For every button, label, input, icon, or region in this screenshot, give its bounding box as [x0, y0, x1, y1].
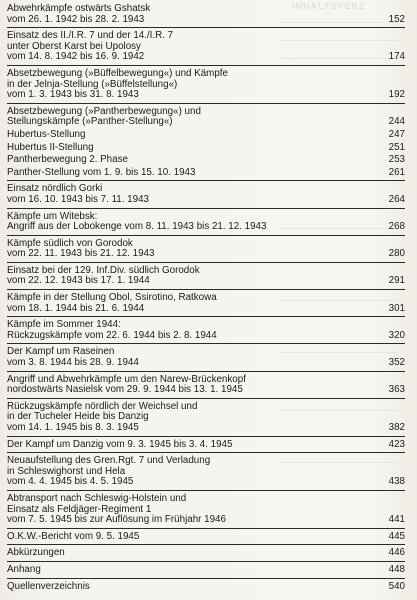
toc-entry [7, 320, 405, 341]
toc-entry-title-line: Einsatz bei der 129. Inf.Div. südlich Gorodok [7, 264, 200, 276]
toc-page-number: 320 [388, 329, 405, 341]
entry-separator-rule [7, 561, 405, 562]
toc-entry-title-line: in der Tucheler Heide bis Danzig [7, 411, 149, 423]
toc-entry-title-line: Kämpfe südlich von Gorodok [7, 237, 133, 249]
toc-page-number: 382 [388, 422, 405, 433]
toc-entry-title-line: Angriff und Abwehrkämpfe um den Narew-Brückenkopf [7, 373, 246, 385]
toc-page-number: 261 [388, 166, 405, 178]
toc-page-number: 448 [388, 563, 405, 575]
toc-entry [7, 582, 405, 593]
toc-page-number: 540 [388, 580, 405, 592]
toc-page-number: 352 [388, 357, 405, 369]
entry-separator-rule [7, 528, 405, 529]
toc-entry-title-line: vom 22. 12. 1943 bis 17. 1. 1944 [7, 275, 150, 287]
toc-entry-title-line: Pantherbewegung 2. Phase [7, 154, 128, 166]
toc-entry-title-line: vom 7. 5. 1945 bis zur Auflösung im Frühjahr 1946 [7, 514, 226, 526]
toc-entry-title-line: nordostwärts Nasielsk vom 29. 9. 1944 bis 13. 1. 1945 [7, 384, 243, 396]
toc-entry-title-line: unter Oberst Karst bei Upolosy [7, 40, 141, 52]
toc-entry [7, 440, 405, 451]
entry-separator-rule [7, 262, 405, 263]
toc-page-number: 363 [388, 384, 405, 396]
toc-entry [7, 402, 405, 434]
entry-separator-rule [7, 371, 405, 372]
toc-page-number: 301 [388, 302, 405, 314]
toc-page-number: 152 [388, 13, 405, 25]
entry-separator-rule [7, 436, 405, 437]
toc-entry [7, 548, 405, 559]
toc-entry-title-line: O.K.W.-Bericht vom 9. 5. 1945 [7, 530, 140, 542]
entry-separator-rule [7, 343, 405, 344]
entry-separator-rule [7, 65, 405, 66]
toc-entry-title-line: Der Kampf um Danzig vom 9. 3. 1945 bis 3. 4. 1945 [7, 438, 233, 450]
table-of-contents [7, 4, 405, 594]
toc-entry-title-line: vom 4. 4. 1945 bis 4. 5. 1945 [7, 476, 134, 488]
entry-separator-rule [7, 235, 405, 236]
toc-entry [7, 130, 405, 141]
toc-entry-title-line: Absetzbewegung (»Büffelbewegung«) und Kämpfe [7, 67, 228, 79]
entry-separator-rule [7, 27, 405, 28]
toc-entry-title-line: vom 3. 8. 1944 bis 28. 9. 1944 [7, 357, 139, 369]
toc-entry-title-line: Anhang [7, 563, 41, 575]
toc-entry [7, 293, 405, 314]
toc-page-number: 244 [388, 116, 405, 128]
toc-entry-title-line: Quellenverzeichnis [7, 580, 90, 592]
toc-entry-title-line: vom 18. 1. 1944 bis 21. 6. 1944 [7, 302, 145, 314]
show-through-heading: INHALTSVERZ [292, 1, 366, 11]
entry-separator-rule [7, 398, 405, 399]
toc-entry-title-line: vom 14. 1. 1945 bis 8. 3. 1945 [7, 422, 139, 433]
toc-page-number: 446 [388, 547, 405, 559]
entry-separator-rule [7, 490, 405, 491]
toc-page-number: 438 [388, 476, 405, 488]
toc-entry [7, 107, 405, 128]
toc-page-number: 441 [388, 514, 405, 526]
entry-separator-rule [7, 452, 405, 453]
toc-entry [7, 347, 405, 368]
toc-entry-title-line: Kämpfe um Witebsk: [7, 210, 98, 222]
toc-entry-title-line: Hubertus-Stellung [7, 128, 86, 140]
toc-entry-title-line: vom 14. 8. 1942 bis 16. 9. 1942 [7, 51, 145, 63]
toc-entry-title-line: in der Jelnja-Stellung (»Büffelstellung«) [7, 78, 178, 90]
toc-entry [7, 31, 405, 63]
entry-separator-rule [7, 316, 405, 317]
toc-entry-title-line: Absetzbewegung (»Pantherbewegung«) und [7, 105, 201, 117]
toc-entry [7, 168, 405, 179]
toc-entry-title-line: Rückzugskämpfe nördlich der Weichsel und [7, 400, 198, 412]
toc-entry-title-line: vom 1. 3. 1943 bis 31. 8. 1943 [7, 89, 139, 101]
toc-entry-title-line: Einsatz des II./I.R. 7 und der 14./I.R. 7 [7, 30, 174, 42]
entry-separator-rule [7, 103, 405, 104]
toc-entry-title-line: Angriff aus der Lobokenge vom 8. 11. 1943 bis 21. 12. 1943 [7, 221, 267, 233]
toc-page-number: 268 [388, 221, 405, 233]
toc-entry-title-line: vom 16. 10. 1943 bis 7. 11. 1943 [7, 193, 149, 205]
toc-entry-title-line: Abwehrkämpfe ostwärts Gshatsk [7, 3, 151, 14]
toc-entry-title-line: Neuaufstellung des Gren.Rgt. 7 und Verladung [7, 455, 211, 467]
toc-entry-title-line: Kämpfe in der Stellung Obol, Ssirotino, Ratkowa [7, 292, 217, 304]
toc-entry [7, 184, 405, 205]
toc-entry [7, 155, 405, 166]
toc-page-number: 445 [388, 530, 405, 542]
toc-page-number: 253 [388, 154, 405, 166]
toc-entry-title-line: Panther-Stellung vom 1. 9. bis 15. 10. 1943 [7, 166, 196, 178]
toc-entry-title-line: Einsatz nördlich Gorki [7, 183, 103, 195]
toc-page-number: 192 [388, 89, 405, 101]
toc-entry [7, 266, 405, 287]
toc-entry [7, 494, 405, 526]
toc-entry [7, 565, 405, 576]
toc-entry-title-line: in Schleswighorst und Hela [7, 465, 126, 477]
toc-entry-title-line: Hubertus II-Stellung [7, 141, 94, 153]
toc-entry [7, 212, 405, 233]
entry-separator-rule [7, 289, 405, 290]
toc-entry [7, 375, 405, 396]
toc-page-number: 280 [388, 248, 405, 260]
toc-entry [7, 532, 405, 543]
toc-entry-title-line: vom 26. 1. 1942 bis 28. 2. 1943 [7, 13, 145, 25]
toc-entry-title-line: vom 22. 11. 1943 bis 21. 12. 1943 [7, 248, 155, 260]
toc-page-number: 174 [388, 51, 405, 63]
toc-entry [7, 456, 405, 488]
entry-separator-rule [7, 544, 405, 545]
toc-entry-title-line: Abtransport nach Schleswig-Holstein und [7, 492, 187, 504]
toc-entry-title-line: Einsatz als Feldjäger-Regiment 1 [7, 503, 152, 515]
toc-page-number: 247 [388, 128, 405, 140]
toc-entry [7, 143, 405, 154]
toc-entry [7, 239, 405, 260]
toc-entry-title-line: Rückzugskämpfe vom 22. 6. 1944 bis 2. 8. 1944 [7, 329, 217, 341]
toc-entry-title-line: Der Kampf um Raseinen [7, 346, 115, 358]
entry-separator-rule [7, 208, 405, 209]
toc-entry [7, 4, 405, 25]
toc-page-number: 291 [388, 275, 405, 287]
toc-page-number: 251 [388, 141, 405, 153]
toc-page-number: 423 [388, 438, 405, 450]
toc-entry-title-line: Stellungskämpfe (»Panther-Stellung«) [7, 116, 173, 128]
toc-entry [7, 69, 405, 101]
toc-entry-title-line: Abkürzungen [7, 547, 65, 559]
entry-separator-rule [7, 578, 405, 579]
toc-entry-title-line: Kämpfe im Sommer 1944: [7, 319, 121, 331]
entry-separator-rule [7, 180, 405, 181]
toc-page-number: 264 [388, 193, 405, 205]
